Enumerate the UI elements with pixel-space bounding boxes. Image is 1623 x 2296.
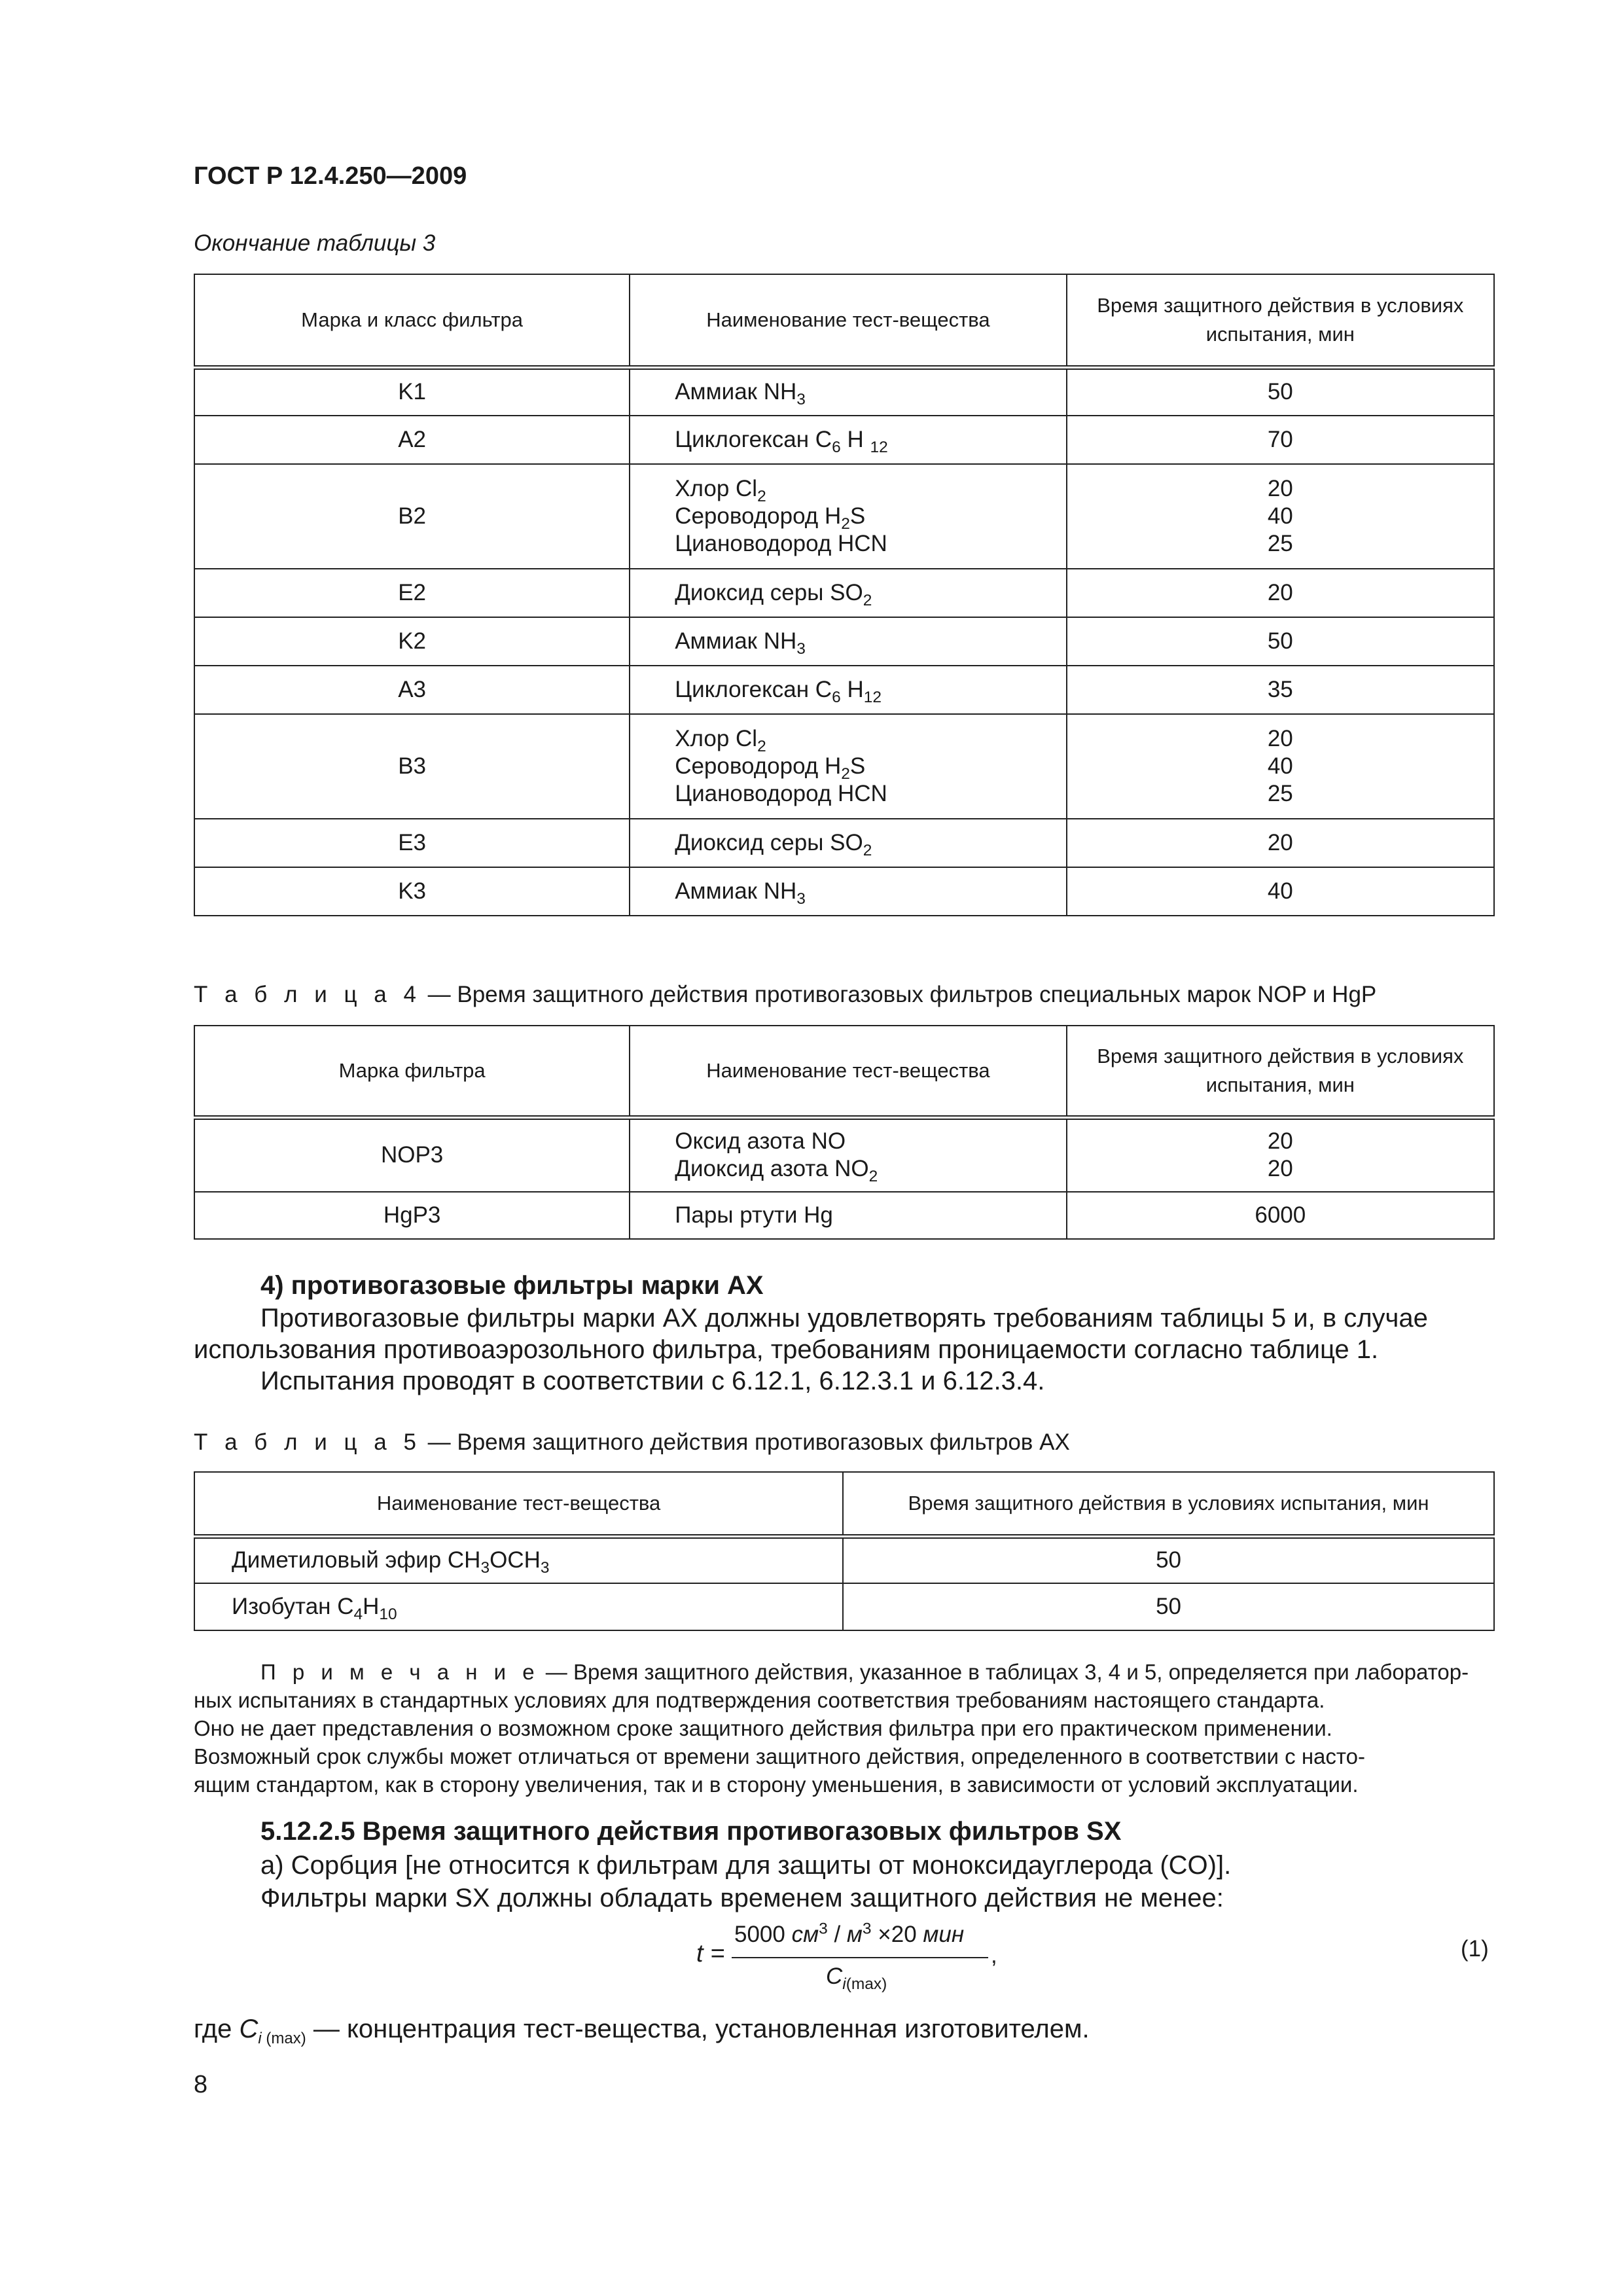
substance-subscript: 6 — [832, 689, 841, 706]
note-line: Возможный срок службы может отличаться от времени защитного действия, определенного в соответствии с насто- — [194, 1744, 1365, 1768]
where-lead: где — [194, 2015, 240, 2043]
substance-line — [675, 503, 1065, 533]
time-value: 20 — [1267, 1156, 1293, 1182]
formula-den-sub-max: (max) — [846, 1975, 887, 1993]
section-5-12-2-5-heading: 5.12.2.5 Время защитного действия противогазовых фильтров SX — [260, 1817, 1122, 1846]
time-value: 20 — [1267, 1128, 1293, 1155]
substance-line — [675, 725, 1065, 753]
filter-mark-cell: HgP3 — [194, 1192, 630, 1239]
substance-line — [675, 676, 1065, 704]
substance-cell — [630, 464, 1066, 569]
table-row — [194, 714, 1494, 819]
substance-subscript: 2 — [863, 592, 872, 609]
where-sub-i: i — [258, 2030, 262, 2047]
section-5-item-a: а) Сорбция [не относится к фильтрам для защиты от моноксидауглерода (CO)]. — [260, 1851, 1232, 1880]
substance-subscript: 10 — [379, 1605, 397, 1623]
note-line — [194, 1658, 1493, 1686]
substance-subscript: 12 — [863, 689, 882, 706]
substance-cell — [630, 867, 1066, 916]
table-row — [194, 867, 1494, 916]
filter-mark-cell: A3 — [194, 666, 630, 714]
time-cell — [1067, 819, 1494, 867]
substance-text: Изобутан C — [232, 1594, 354, 1619]
substance-cell — [630, 666, 1066, 714]
substance-subscript: 2 — [757, 488, 766, 505]
substance-line — [675, 1128, 1065, 1155]
substance-text: H — [840, 427, 870, 452]
table-row — [194, 1536, 1494, 1583]
where-var: C — [239, 2015, 259, 2043]
formula-den-sub-i: i — [842, 1975, 846, 1993]
substance-text: S — [849, 503, 866, 529]
note-line: Оно не дает представления о возможном сроке защитного действия фильтра при его практическом применении. — [194, 1716, 1332, 1740]
formula-num-unit-min: мин — [923, 1922, 965, 1947]
substance-text: Хлор Cl — [675, 726, 758, 751]
document-title: ГОСТ Р 12.4.250—2009 — [194, 162, 467, 190]
column-header-protection-time: Время защитного действия в условиях испытания, мин — [1067, 274, 1494, 367]
table-row — [194, 666, 1494, 714]
substance-subscript: 4 — [353, 1605, 363, 1623]
note-block — [194, 1658, 1493, 1799]
substance-text: Аммиак NH — [675, 379, 797, 405]
substance-line — [675, 1202, 1065, 1229]
table5-caption-text: — Время защитного действия противогазовых фильтров AX — [421, 1429, 1070, 1455]
time-value: 20 — [1267, 726, 1293, 751]
formula-num-times: ×20 — [871, 1922, 923, 1947]
table-row — [194, 1192, 1494, 1239]
filter-mark-cell: NOP3 — [194, 1117, 630, 1192]
column-header-test-substance: Наименование тест-вещества — [194, 1472, 843, 1536]
table-4 — [194, 1025, 1495, 1240]
table4-caption-lead: Т а б л и ц а 4 — [194, 982, 421, 1007]
substance-line — [675, 579, 1065, 607]
filter-mark-cell: B3 — [194, 714, 630, 819]
time-value: 40 — [1267, 878, 1293, 904]
time-cell: 50 — [843, 1536, 1494, 1583]
substance-text: Сероводород H — [675, 753, 842, 779]
substance-cell — [194, 1536, 843, 1583]
time-value: 25 — [1267, 781, 1293, 806]
substance-cell — [630, 416, 1066, 464]
substance-line — [675, 1155, 1065, 1186]
time-cell — [1067, 1192, 1494, 1239]
substance-subscript: 2 — [868, 1168, 878, 1186]
substance-subscript: 2 — [841, 765, 850, 783]
where-text: — концентрация тест-вещества, установленная изготовителем. — [306, 2015, 1090, 2043]
substance-text: Аммиак NH — [675, 628, 797, 654]
formula-fraction-bar — [732, 1957, 988, 1958]
formula-denominator — [826, 1964, 887, 1993]
time-value: 50 — [1267, 379, 1293, 405]
filter-mark-cell: E2 — [194, 569, 630, 617]
where-sub-max: (max) — [261, 2030, 306, 2047]
section-4-paragraph-line-1: Противогазовые фильтры марки AX должны удовлетворять требованиям таблицы 5 и, в случае — [260, 1304, 1428, 1333]
substance-text: Диметиловый эфир CH — [232, 1547, 481, 1573]
time-value: 20 — [1267, 830, 1293, 855]
substance-subscript: 12 — [870, 439, 888, 456]
substance-cell — [630, 819, 1066, 867]
formula-num-value: 5000 — [734, 1922, 792, 1947]
time-value: 6000 — [1255, 1202, 1306, 1228]
section-5-requirement: Фильтры марки SX должны обладать временем защитного действия не менее: — [260, 1884, 1224, 1912]
table5-caption — [194, 1429, 1070, 1456]
formula-num-exp: 3 — [862, 1920, 872, 1938]
substance-line — [675, 753, 1065, 783]
time-cell — [1067, 1117, 1494, 1192]
substance-text: H — [840, 677, 864, 702]
time-value: 20 — [1267, 580, 1293, 605]
filter-mark-cell: B2 — [194, 464, 630, 569]
formula-number: (1) — [1461, 1936, 1489, 1962]
time-value: 40 — [1267, 503, 1293, 529]
substance-cell — [630, 1117, 1066, 1192]
time-value: 35 — [1267, 677, 1293, 702]
table-row — [194, 819, 1494, 867]
table-row — [194, 569, 1494, 617]
section-4-paragraph-tests: Испытания проводят в соответствии с 6.12.1, 6.12.3.1 и 6.12.3.4. — [260, 1367, 1045, 1395]
time-cell — [1067, 666, 1494, 714]
formula-where-clause — [194, 2013, 1090, 2045]
substance-text: Аммиак NH — [675, 878, 797, 904]
column-header-test-substance: Наименование тест-вещества — [630, 1026, 1066, 1117]
note-lead: П р и м е ч а н и е — [260, 1660, 540, 1684]
substance-line — [675, 426, 1065, 454]
time-cell: 50 — [843, 1583, 1494, 1630]
section-4-paragraph-line-2: использования противоаэрозольного фильтра, требованиям проницаемости согласно таблице 1. — [194, 1335, 1379, 1364]
substance-cell — [630, 367, 1066, 416]
substance-subscript: 2 — [863, 842, 872, 859]
filter-mark-cell: A2 — [194, 416, 630, 464]
substance-line — [675, 780, 1065, 808]
table4-caption-text: — Время защитного действия противогазовых фильтров специальных марок NOP и HgP — [421, 982, 1377, 1007]
substance-text: Диоксид серы SO — [675, 580, 863, 605]
time-cell — [1067, 714, 1494, 819]
substance-line — [675, 829, 1065, 857]
substance-subscript: 2 — [841, 515, 850, 533]
section-4-heading: 4) противогазовые фильтры марки AX — [260, 1271, 764, 1300]
note-text: — Время защитного действия, указанное в таблицах 3, 4 и 5, определяется при лаборатор- — [539, 1660, 1469, 1684]
substance-text: Хлор Cl — [675, 476, 758, 501]
substance-cell — [630, 714, 1066, 819]
column-header-protection-time: Время защитного действия в условиях испытания, мин — [1067, 1026, 1494, 1117]
substance-line — [675, 378, 1065, 409]
formula-num-unit-cm: см — [791, 1922, 819, 1947]
substance-line — [675, 628, 1065, 658]
table-3 — [194, 274, 1495, 916]
formula-comma: , — [991, 1943, 997, 1968]
formula-numerator — [734, 1922, 964, 1948]
column-header-protection-time: Время защитного действия в условиях испытания, мин — [843, 1472, 1494, 1536]
time-cell — [1067, 416, 1494, 464]
substance-text: Сероводород H — [675, 503, 842, 529]
time-value: 50 — [1267, 628, 1293, 654]
substance-line — [675, 878, 1065, 908]
table4-caption — [194, 982, 1376, 1008]
substance-text: Циановодород HCN — [675, 531, 887, 556]
note-line: ящим стандартом, как в сторону увеличения, так и в сторону уменьшения, в зависимости от условий эксплуатации. — [194, 1772, 1359, 1797]
formula-num-sep: / — [827, 1922, 847, 1947]
substance-line — [675, 475, 1065, 503]
column-header-test-substance: Наименование тест-вещества — [630, 274, 1066, 367]
substance-text: Диоксид азота NO — [675, 1156, 869, 1182]
substance-text: Оксид азота NO — [675, 1128, 846, 1155]
substance-text: H — [363, 1594, 380, 1619]
substance-cell — [630, 617, 1066, 666]
time-value: 20 — [1267, 476, 1293, 501]
substance-subscript: 2 — [757, 738, 766, 755]
table-row — [194, 1583, 1494, 1630]
column-header-mark-class: Марка и класс фильтра — [194, 274, 630, 367]
table5-caption-lead: Т а б л и ц а 5 — [194, 1429, 421, 1455]
table-row — [194, 617, 1494, 666]
substance-text: Циклогексан C — [675, 677, 832, 702]
filter-mark-cell: E3 — [194, 819, 630, 867]
time-cell — [1067, 367, 1494, 416]
substance-text: S — [849, 753, 866, 779]
substance-subscript: 3 — [796, 890, 806, 908]
filter-mark-cell: K1 — [194, 367, 630, 416]
table-row — [194, 1117, 1494, 1192]
substance-text: Пары ртути Hg — [675, 1202, 833, 1228]
substance-subscript: 3 — [796, 391, 806, 409]
formula-num-unit-m: м — [846, 1922, 863, 1947]
column-header-filter-mark: Марка фильтра — [194, 1026, 630, 1117]
time-cell — [1067, 867, 1494, 916]
table-5 — [194, 1471, 1495, 1631]
page-number: 8 — [194, 2071, 208, 2098]
time-value: 40 — [1267, 753, 1293, 779]
formula-num-exp: 3 — [819, 1920, 828, 1938]
table-row — [194, 416, 1494, 464]
note-line: ных испытаниях в стандартных условиях для подтверждения соответствия требованиям настоящего стандарта. — [194, 1688, 1325, 1712]
substance-cell — [194, 1583, 843, 1630]
table-row — [194, 367, 1494, 416]
substance-text: Диоксид серы SO — [675, 830, 863, 855]
time-value: 25 — [1267, 531, 1293, 556]
substance-cell — [630, 569, 1066, 617]
formula-lhs: t = — [696, 1940, 725, 1967]
formula-den-var: C — [826, 1964, 843, 1989]
table3-continuation-label: Окончание таблицы 3 — [194, 230, 436, 256]
substance-subscript: 6 — [832, 439, 841, 456]
filter-mark-cell: K3 — [194, 867, 630, 916]
filter-mark-cell: K2 — [194, 617, 630, 666]
time-cell — [1067, 569, 1494, 617]
substance-cell — [630, 1192, 1066, 1239]
table-row — [194, 464, 1494, 569]
substance-line — [675, 530, 1065, 558]
substance-text: Циановодород HCN — [675, 781, 887, 806]
substance-subscript: 3 — [796, 640, 806, 658]
substance-text: Циклогексан C — [675, 427, 832, 452]
time-cell — [1067, 617, 1494, 666]
substance-subscript: 3 — [480, 1559, 490, 1577]
substance-text: OCH — [490, 1547, 541, 1573]
time-cell — [1067, 464, 1494, 569]
substance-subscript: 3 — [540, 1559, 550, 1577]
time-value: 70 — [1267, 427, 1293, 452]
